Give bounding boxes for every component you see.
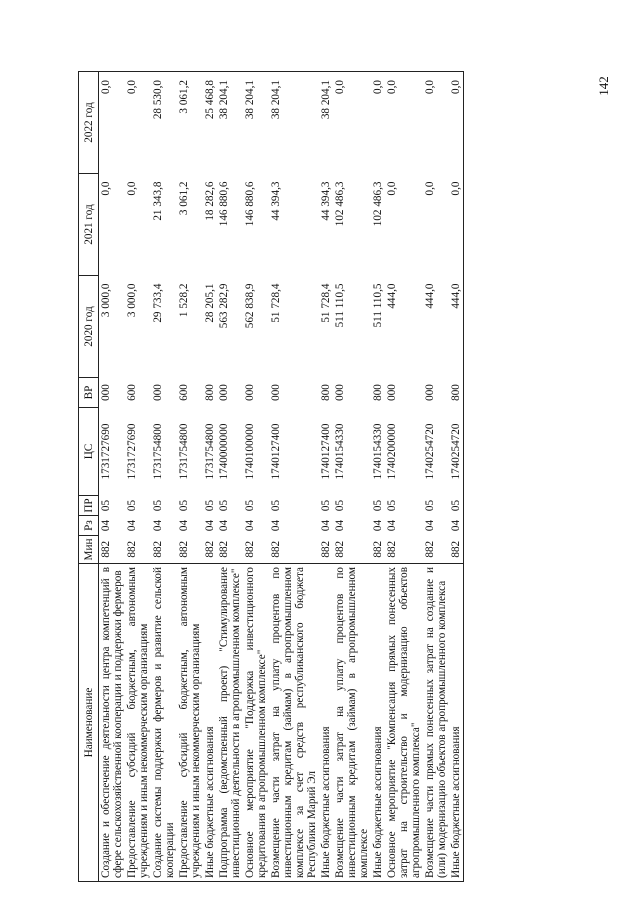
row-vr: 000	[218, 384, 230, 401]
row-min: 882	[270, 540, 282, 558]
row-cs: 1731727690	[126, 423, 138, 480]
row-vr: 600	[178, 384, 190, 401]
budget-table	[78, 71, 464, 882]
row-value-2021: 21 343,8	[152, 181, 164, 221]
row-min: 882	[334, 540, 346, 558]
row-rz: 04	[270, 519, 282, 532]
row-value-2021: 102 486,3	[372, 181, 384, 227]
header-cs: ЦС	[79, 408, 99, 496]
row-cs: 1731754800	[204, 423, 216, 480]
row-value-2022: 0,0	[385, 72, 423, 174]
row-value-2022: 38 204,1	[217, 72, 243, 174]
table-header-row	[79, 72, 99, 882]
table-row	[449, 72, 464, 882]
row-min: 882	[244, 540, 256, 558]
row-value-2022: 38 204,1	[243, 72, 269, 174]
row-name: Иные бюджетные ассигнования	[203, 564, 217, 882]
row-value-2022: 38 204,1	[269, 72, 319, 174]
row-vr: 000	[152, 384, 164, 401]
row-min: 882	[100, 540, 112, 558]
row-value-2020: 444,0	[424, 283, 436, 309]
row-value-2021: 44 394,3	[320, 181, 332, 221]
row-cs: 1740154330	[372, 423, 384, 480]
row-name: Иные бюджетные ассигнования	[371, 564, 385, 882]
row-value-2020: 28 205,1	[204, 283, 216, 323]
row-rz: 04	[218, 519, 230, 532]
table-row	[99, 72, 126, 882]
row-value-2022: 0,0	[423, 72, 449, 174]
row-pr: 05	[126, 499, 138, 512]
row-name: Предоставление субсидий бюджетным, автономным учреждениям и иным некоммерческим организациям	[125, 564, 151, 882]
row-value-2021: 0,0	[449, 174, 464, 276]
row-rz: 04	[334, 519, 346, 532]
row-cs: 1740127400	[320, 423, 332, 480]
row-value-2020: 3 000,0	[126, 283, 138, 318]
row-pr: 05	[320, 499, 332, 512]
row-cs: 1740127400	[270, 423, 282, 480]
row-value-2020: 511 110,5	[372, 283, 384, 328]
row-min: 882	[372, 540, 384, 558]
row-name: Основное мероприятие "Поддержка инвестиционного кредитования в агропромышленном комплексе"	[243, 564, 269, 882]
row-vr: 000	[386, 384, 398, 401]
row-value-2020: 51 728,4	[320, 283, 332, 323]
row-pr: 05	[270, 499, 282, 512]
row-cs: 1731727690	[100, 423, 112, 480]
row-cs: 1740154330	[334, 423, 346, 480]
row-name: Предоставление субсидий бюджетным, автономным учреждениям и иным некоммерческим организациям	[177, 564, 203, 882]
row-name: Подпрограмма (ведомственный проект) "Стимулирование инвестиционной деятельности в агропромышленном комплексе"	[217, 564, 243, 882]
row-value-2021: 18 282,6	[204, 181, 216, 221]
header-pr: ПР	[79, 496, 99, 516]
row-min: 882	[204, 540, 216, 558]
row-rz: 04	[204, 519, 216, 532]
row-vr: 800	[204, 384, 216, 401]
table-row	[319, 72, 333, 882]
row-min: 882	[424, 540, 436, 558]
row-value-2020: 444,0	[386, 283, 398, 309]
row-cs: 1731754800	[152, 423, 164, 480]
table-row	[269, 72, 319, 882]
row-min: 882	[386, 540, 398, 558]
row-cs: 1740000000	[218, 423, 230, 480]
row-name: Создание и обеспечение деятельности центра компетенций в сфере сельскохозяйственной кооперации и поддержки фермеров	[99, 564, 126, 882]
row-vr: 800	[449, 378, 464, 408]
row-value-2021: 0,0	[386, 181, 398, 196]
row-cs: 1740254720	[449, 408, 464, 496]
row-rz: 04	[449, 516, 464, 536]
row-rz: 04	[244, 519, 256, 532]
header-name: Наименование	[79, 564, 99, 882]
row-value-2021: 0,0	[100, 181, 112, 196]
row-vr: 800	[372, 384, 384, 401]
row-cs: 1731754800	[178, 423, 190, 480]
row-pr: 05	[244, 499, 256, 512]
row-value-2020: 1 528,2	[178, 283, 190, 318]
row-pr: 05	[334, 499, 346, 512]
table-row	[423, 72, 449, 882]
row-value-2022: 28 530,0	[151, 72, 177, 174]
row-rz: 04	[386, 519, 398, 532]
row-value-2020: 29 733,4	[152, 283, 164, 323]
row-rz: 04	[320, 519, 332, 532]
table-row	[177, 72, 203, 882]
row-pr: 05	[449, 496, 464, 516]
row-rz: 04	[178, 519, 190, 532]
row-value-2020: 51 728,4	[270, 283, 282, 323]
row-vr: 000	[334, 384, 346, 401]
row-value-2022: 0,0	[371, 72, 385, 174]
row-name: Иные бюджетные ассигнования	[319, 564, 333, 882]
row-min: 882	[449, 536, 464, 564]
table-row	[243, 72, 269, 882]
row-vr: 800	[320, 384, 332, 401]
row-value-2022: 38 204,1	[319, 72, 333, 174]
row-value-2022: 0,0	[125, 72, 151, 174]
row-value-2021: 44 394,3	[270, 181, 282, 221]
row-value-2022: 3 061,2	[177, 72, 203, 174]
row-rz: 04	[152, 519, 164, 532]
row-pr: 05	[152, 499, 164, 512]
row-pr: 05	[386, 499, 398, 512]
budget-table-container	[78, 72, 586, 882]
header-vr: ВР	[79, 378, 99, 408]
row-value-2021: 0,0	[424, 181, 436, 196]
row-value-2022: 0,0	[333, 72, 371, 174]
row-cs: 1740254720	[424, 423, 436, 480]
row-rz: 04	[126, 519, 138, 532]
row-value-2022: 0,0	[99, 72, 126, 174]
table-row	[125, 72, 151, 882]
row-pr: 05	[204, 499, 216, 512]
row-vr: 600	[126, 384, 138, 401]
row-name: Возмещение части затрат на уплату процентов по инвестиционным кредитам (займам) в агропромышленном комплексе	[333, 564, 371, 882]
row-pr: 05	[424, 499, 436, 512]
row-min: 882	[178, 540, 190, 558]
row-min: 882	[320, 540, 332, 558]
table-row	[203, 72, 217, 882]
table-row	[151, 72, 177, 882]
row-value-2021: 146 880,6	[244, 181, 256, 227]
row-value-2021: 3 061,2	[178, 181, 190, 216]
row-name: Создание системы поддержки фермеров и развитие сельской кооперации	[151, 564, 177, 882]
page-number: 142	[595, 76, 611, 96]
row-rz: 04	[372, 519, 384, 532]
row-name: Возмещение части затрат на уплату процентов по инвестиционным кредитам (займам) в агропромышленном комплексе за счет средств республиканского бюджета Республики Марий Эл	[269, 564, 319, 882]
row-value-2020: 563 282,9	[218, 283, 230, 329]
row-value-2022: 25 468,8	[203, 72, 217, 174]
row-cs: 1740100000	[244, 423, 256, 480]
row-min: 882	[218, 540, 230, 558]
row-pr: 05	[100, 499, 112, 512]
row-rz: 04	[424, 519, 436, 532]
row-value-2020: 562 838,9	[244, 283, 256, 329]
row-value-2020: 3 000,0	[100, 283, 112, 318]
row-pr: 05	[372, 499, 384, 512]
row-vr: 000	[270, 384, 282, 401]
row-pr: 05	[178, 499, 190, 512]
row-pr: 05	[218, 499, 230, 512]
table-row	[371, 72, 385, 882]
row-name: Иные бюджетные ассигнования	[449, 564, 464, 882]
row-vr: 000	[424, 384, 436, 401]
row-min: 882	[126, 540, 138, 558]
row-vr: 000	[244, 384, 256, 401]
row-rz: 04	[100, 519, 112, 532]
header-2021: 2021 год	[79, 174, 99, 276]
row-value-2021: 102 486,3	[334, 181, 346, 227]
table-body	[99, 72, 464, 882]
header-2020: 2020 год	[79, 276, 99, 378]
header-rz: Рз	[79, 516, 99, 536]
row-name: Возмещение части прямых понесенных затрат на создание и (или) модернизацию объектов агропромышленного комплекса	[423, 564, 449, 882]
row-name: Основное мероприятие "Компенсация прямых понесенных затрат на строительство и модернизацию объектов агропромышленного комплекса"	[385, 564, 423, 882]
row-cs: 1740200000	[386, 423, 398, 480]
row-value-2021: 146 880,6	[218, 181, 230, 227]
row-min: 882	[152, 540, 164, 558]
table-row	[333, 72, 371, 882]
row-value-2020: 444,0	[449, 276, 464, 378]
row-value-2020: 511 110,5	[334, 283, 346, 328]
table-row	[217, 72, 243, 882]
row-vr: 000	[100, 384, 112, 401]
header-min: Мин	[79, 536, 99, 564]
row-value-2022: 0,0	[449, 72, 464, 174]
header-2022: 2022 год	[79, 72, 99, 174]
table-row	[385, 72, 423, 882]
row-value-2021: 0,0	[126, 181, 138, 196]
